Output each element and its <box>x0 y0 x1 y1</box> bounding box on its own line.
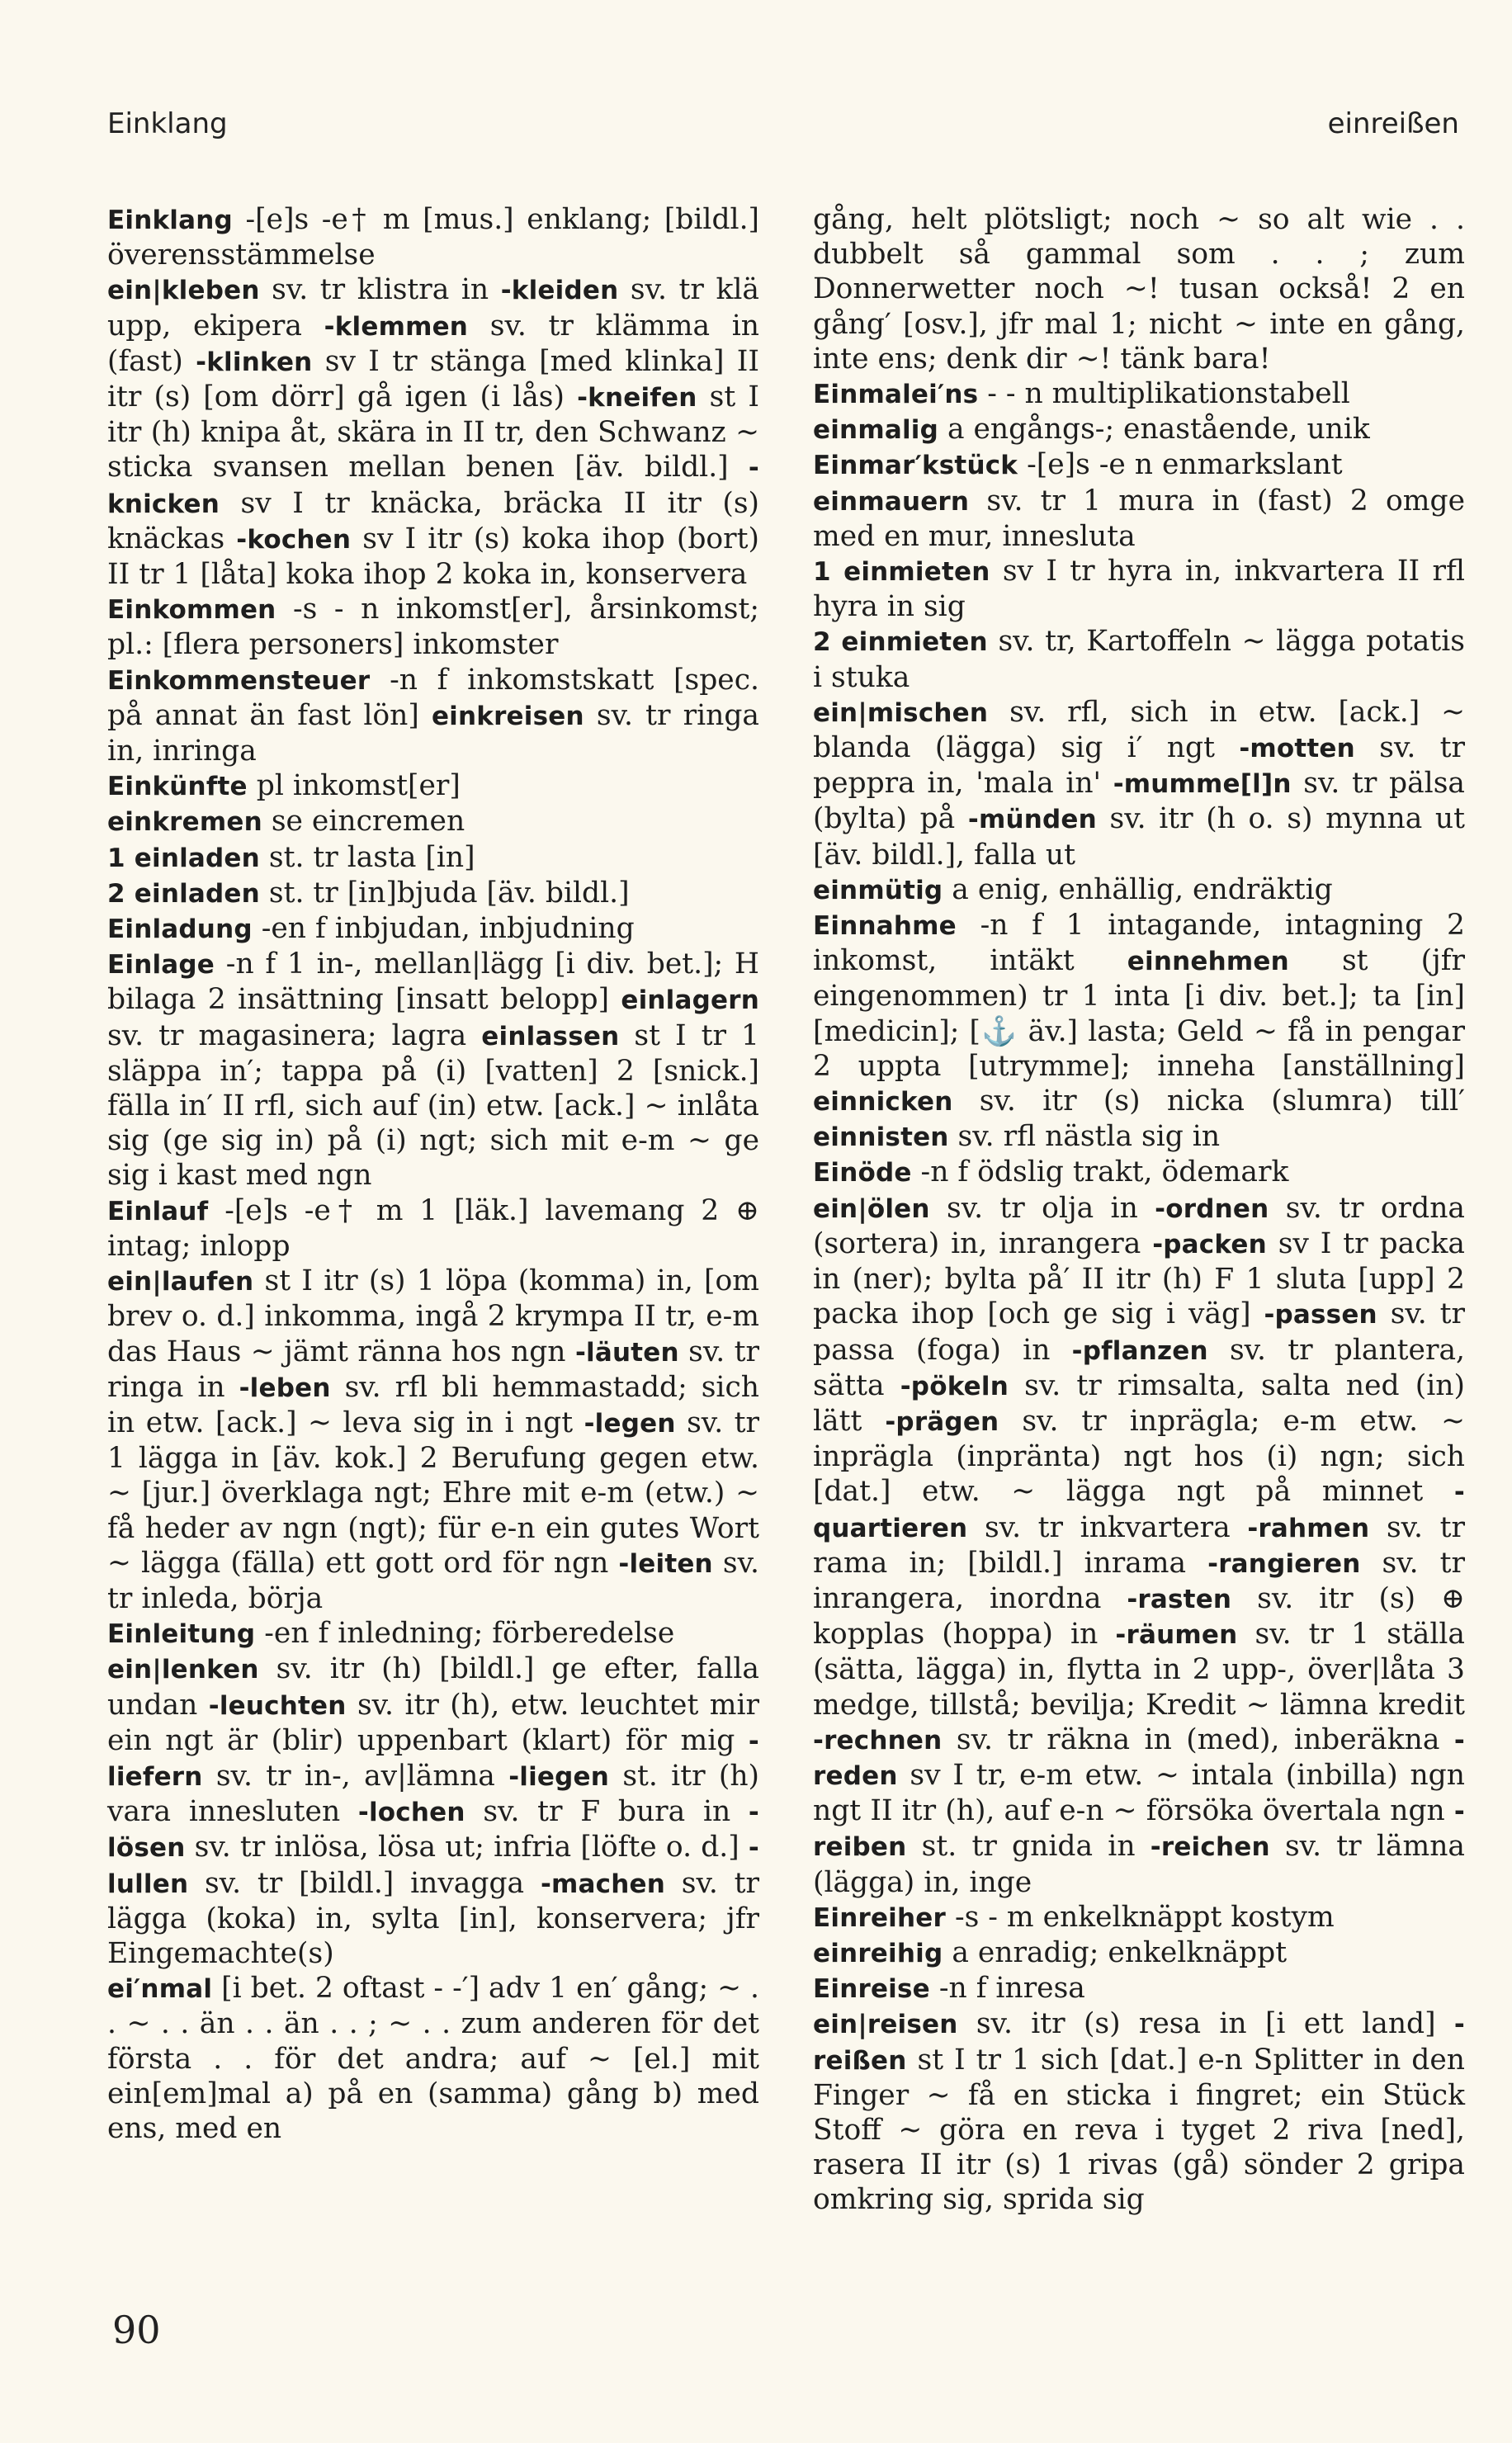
headword: -lösen <box>107 1798 759 1864</box>
entry-text: -s - n inkomst[er], årsinkomst; pl.: [flera personers] inkomster <box>107 593 759 662</box>
headword: einmalig <box>813 415 938 446</box>
entry-text: gång, helt plötsligt; noch ~ so alt wie . . dubbelt så gammal som . . ; zum Donnerwetter noch ~! tusan också! 2 en gång′ [osv.], jfr mal 1; nicht ~ inte en gång, inte ens; denk dir ~! tänk bara! <box>813 203 1465 376</box>
right-column <box>813 202 1465 2218</box>
entry-text: sv I tr hyra in, inkvartera II rfl hyra in sig <box>813 555 1465 624</box>
headword: -leben <box>239 1373 331 1403</box>
entry-text: sv. tr inrangera, inordna <box>813 1546 1465 1615</box>
entry-text: sv I itr (s) koka ihop (bort) II tr 1 [låta] koka ihop 2 koka in, konservera <box>107 522 759 592</box>
dictionary-entry <box>107 663 759 769</box>
headword: 2 einmieten <box>813 627 988 658</box>
entry-text: sv. itr (h o. s) mynna ut [äv. bildl.], falla ut <box>813 802 1465 872</box>
headword: -reden <box>813 1725 1465 1791</box>
headword: -pökeln <box>900 1371 1009 1401</box>
entry-text: sv. tr olja in <box>929 1191 1155 1225</box>
headword: -rahmen <box>1247 1513 1370 1543</box>
dictionary-entry <box>107 911 759 947</box>
entry-text: a enradig; enkelknäppt <box>943 1935 1288 1969</box>
dictionary-entry <box>813 1900 1465 1935</box>
headword: -leiten <box>618 1548 713 1579</box>
entry-text: pl inkomst[er] <box>247 769 461 803</box>
dictionary-entry <box>107 947 759 1193</box>
headword: Einmalei′ns <box>813 380 979 410</box>
entry-text: -en f inbjudan, inbjudning <box>252 912 635 946</box>
entry-text: sv. tr pälsa (bylta) på <box>813 767 1465 836</box>
headword: einkremen <box>107 807 262 838</box>
entry-text: sv. tr in-, av|lämna <box>202 1759 509 1793</box>
headword: -lochen <box>357 1798 465 1828</box>
headword: -rechnen <box>813 1725 943 1755</box>
entry-text: sv. tr klistra in <box>259 273 501 307</box>
entry-text: st I tr 1 släppa in′; tappa på (i) [vatten] 2 [snick.] fälla in′ II rfl, sich auf (in) etw. [ack.] ~ inlåta sig (ge sig in) på (i) ngt; sich mit e-m ~ ge sig i kast med ngn <box>107 1018 759 1193</box>
headword: Einklang <box>107 206 233 235</box>
headword: einlagern <box>621 985 759 1016</box>
headword: Einreise <box>813 1974 930 2005</box>
dictionary-entry <box>107 1264 759 1616</box>
headword: -mumme[l]n <box>1113 769 1292 800</box>
dictionary-entry <box>107 1971 759 2146</box>
headword: Einmar′kstück <box>813 451 1018 481</box>
entry-text: sv. tr, Kartoffeln ~ lägga potatis i stuka <box>813 625 1465 694</box>
dictionary-entry <box>107 804 759 839</box>
dictionary-entry <box>107 876 759 911</box>
headword: Einnahme <box>813 911 957 942</box>
entry-text: sv. tr ringa in, inringa <box>107 698 759 768</box>
dictionary-entry <box>813 695 1465 872</box>
dictionary-entry <box>813 484 1465 554</box>
dictionary-entry <box>813 376 1465 412</box>
headword: -motten <box>1239 734 1355 764</box>
entry-text: sv. tr F bura in <box>465 1795 749 1829</box>
entry-text: -n f 1 in-, mellan|lägg [i div. bet.]; H bilaga 2 insättning [insatt belopp] <box>107 947 759 1017</box>
dictionary-entry <box>813 202 1465 376</box>
headword: 2 einladen <box>107 878 260 909</box>
headword: -knicken <box>107 453 759 519</box>
headword: einlassen <box>481 1021 620 1051</box>
entry-text: sv. tr rama in; [bildl.] inrama <box>813 1510 1466 1580</box>
entry-text: sv. tr 1 mura in (fast) 2 omge med en mur, innesluta <box>813 484 1465 553</box>
entry-text: sv. tr klämma in (fast) <box>107 309 759 378</box>
entry-text: sv. itr (s) resa in [i ett land] <box>957 2007 1454 2041</box>
entry-text: st. tr lasta [in] <box>259 840 475 874</box>
page-number: 90 <box>112 2308 161 2352</box>
entry-text: sv. itr (h) [bildl.] ge efter, falla undan <box>107 1652 759 1722</box>
headword: -liegen <box>508 1761 610 1792</box>
entry-text: sv I tr knäcka, bräcka II itr (s) knäckas <box>107 486 759 555</box>
headword: -legen <box>584 1408 676 1439</box>
dictionary-entry <box>107 1193 759 1264</box>
headword: -reißen <box>813 2010 1465 2076</box>
entry-text: st. tr [in]bjuda [äv. bildl.] <box>259 876 630 910</box>
entry-text: -en f inledning; förberedelse <box>255 1617 675 1651</box>
entry-text: st I itr (h) knipa åt, skära in II tr, den Schwanz ~ sticka svansen mellan benen [äv. bildl.] <box>107 380 759 484</box>
entry-text: sv. tr inlösa, lösa ut; infria [löfte o. d.] <box>185 1831 749 1864</box>
dictionary-entry <box>813 872 1465 908</box>
entry-text: sv. rfl, sich in etw. [ack.] ~ blanda (lägga) sig i′ ngt <box>813 695 1465 765</box>
headword: Einkommensteuer <box>107 665 371 696</box>
entry-text: sv. tr 1 lägga in [äv. kok.] 2 Berufung gegen etw. ~ [jur.] överklaga ngt; Ehre mit e-m (etw.) ~ få heder av ngn (ngt); für e-n ein gutes Wort ~ lägga (fälla) ett gott ord för ngn <box>107 1406 760 1580</box>
entry-text: sv. itr (s) ⊕ kopplas (hoppa) in <box>813 1581 1465 1652</box>
entry-text: sv. tr klä upp, ekipera <box>107 273 759 343</box>
dictionary-entry <box>813 624 1465 694</box>
headword: ei′nmal <box>107 1974 213 2005</box>
entry-text: sv. tr inkvartera <box>967 1510 1248 1544</box>
dictionary-entry <box>813 2006 1465 2217</box>
entry-text: st (jfr eingenommen) tr 1 inta [i div. bet.]; ta [in] [medicin]; [⚓ äv.] lasta; Geld ~ få in pengar 2 uppta [utrymme]; inneha [anställning] <box>813 944 1465 1083</box>
headword: -reiben <box>813 1797 1465 1863</box>
headword: einnisten <box>813 1122 949 1153</box>
headword: -packen <box>1152 1229 1267 1259</box>
entry-text: a enig, enhällig, endräktig <box>943 872 1333 906</box>
entry-text: -[e]s -e n enmarkslant <box>1018 448 1343 482</box>
entry-text: sv. rfl nästla sig in <box>948 1120 1221 1154</box>
entry-text: -n f inkomstskatt [spec. på annat än fast lön] <box>107 663 759 732</box>
headword: -kleiden <box>500 276 619 306</box>
entry-text: st I itr (s) 1 löpa (komma) in, [om brev o. d.] inkomma, ingå 2 krympa II tr, e-m das Haus ~ jämt ränna hos ngn <box>107 1264 759 1368</box>
headword: -läuten <box>574 1337 679 1368</box>
entry-text: sv I tr stänga [med klinka] II itr (s) [om dörr] gå igen (i lås) <box>107 344 759 414</box>
dictionary-entry <box>107 840 759 876</box>
entry-text: se eincremen <box>262 805 465 839</box>
entry-text: -[e]s -e† m 1 [läk.] lavemang 2 ⊕ intag; inlopp <box>107 1193 759 1263</box>
headword: -ordnen <box>1155 1193 1269 1224</box>
left-column <box>107 202 759 2146</box>
headword: Einlauf <box>107 1196 209 1226</box>
headword: Einladung <box>107 914 253 945</box>
headword: -münden <box>967 805 1097 835</box>
headword: 1 einladen <box>107 843 260 873</box>
headword: einnicken <box>813 1087 953 1118</box>
entry-text: -n f ödslig trakt, ödemark <box>911 1155 1289 1189</box>
entry-text: sv. tr lämna (lägga) in, inge <box>813 1830 1465 1899</box>
entry-text: sv. tr [bildl.] invagga <box>188 1866 541 1900</box>
entry-text: sv. tr peppra in, 'mala in' <box>813 731 1465 801</box>
entry-text: st. tr gnida in <box>906 1830 1151 1864</box>
headword: einmauern <box>813 486 970 517</box>
entry-text: sv I tr packa in (ner); bylta på′ II itr (h) F 1 sluta [upp] 2 packa ihop [och ge sig i väg] <box>813 1226 1465 1331</box>
entry-text: sv. tr magasinera; lagra <box>107 1018 482 1052</box>
dictionary-entry <box>107 592 759 662</box>
entry-text: -[e]s -e† m [mus.] enklang; [bildl.] överensstämmelse <box>107 203 759 272</box>
entry-text: st I tr 1 sich [dat.] e-n Splitter in den Finger ~ få en sticka i fingret; ein Stück Stoff ~ göra en reva i tyget 2 riva [ned], rasera II itr (s) 1 rivas (gå) sönder 2 gripa omkring sig, sprida sig <box>813 2043 1465 2217</box>
entry-text: sv. tr lägga (koka) in, sylta [in], konservera; jfr Eingemachte(s) <box>107 1866 760 1970</box>
headword: -rangieren <box>1207 1548 1361 1579</box>
headword: -kochen <box>236 524 352 555</box>
entry-text: - - n multiplikationstabell <box>978 377 1350 411</box>
headword: Einleitung <box>107 1619 256 1650</box>
entry-text: sv. tr ringa in <box>107 1335 760 1404</box>
entry-text: sv. itr (s) nicka (slumra) till′ <box>952 1084 1465 1118</box>
headword: -pflanzen <box>1071 1335 1208 1366</box>
dictionary-entry <box>813 1191 1465 1900</box>
entry-text: sv. itr (h), etw. leuchtet mir ein ngt är (blir) uppenbart (klart) för mig <box>107 1688 759 1757</box>
dictionary-entry <box>813 908 1465 1155</box>
entry-text: -n f 1 intagande, intagning 2 inkomst, intäkt <box>813 909 1465 978</box>
entry-text: -n f inresa <box>929 1972 1085 2006</box>
dictionary-entry <box>813 554 1465 624</box>
headword: ein|lenken <box>107 1655 259 1685</box>
entry-text: sv I tr, e-m etw. ~ intala (inbilla) ngn ngt II itr (h), auf e-n ~ försöka övertala ngn <box>813 1758 1465 1828</box>
headword: einnehmen <box>1127 947 1289 977</box>
headword: -liefern <box>107 1726 759 1792</box>
headword: -reichen <box>1150 1832 1270 1863</box>
entry-text: sv. tr plantera, sätta <box>813 1333 1465 1402</box>
headword: einmütig <box>813 875 943 905</box>
entry-text: st. itr (h) vara innesluten <box>107 1759 760 1829</box>
entry-text: sv. tr ordna (sortera) in, inrangera <box>813 1191 1465 1260</box>
headword: Einlage <box>107 950 215 981</box>
headword: -klemmen <box>324 311 469 342</box>
headword: -rasten <box>1127 1584 1232 1614</box>
headword: -räumen <box>1115 1620 1238 1651</box>
headword: Einöde <box>813 1158 912 1188</box>
entry-text: sv. tr passa (foga) in <box>813 1297 1466 1367</box>
headword: ein|ölen <box>813 1193 930 1224</box>
dictionary-entry <box>813 1935 1465 1971</box>
headword: -leuchten <box>208 1690 347 1721</box>
headword: ein|kleben <box>107 276 260 306</box>
dictionary-entry <box>107 1652 759 1971</box>
headword: ein|reisen <box>813 2010 958 2040</box>
headword: -klinken <box>196 347 313 377</box>
headword: -passen <box>1264 1300 1377 1330</box>
dictionary-entry <box>107 202 759 272</box>
headword: ein|laufen <box>107 1267 254 1297</box>
dictionary-entry <box>813 447 1465 483</box>
headword: 1 einmieten <box>813 557 990 588</box>
entry-text: sv. tr räkna in (med), inberäkna <box>942 1722 1454 1756</box>
headword: -machen <box>540 1869 665 1899</box>
entry-text: sv. rfl bli hemmastadd; sich in etw. [ack.] ~ leva sig in i ngt <box>107 1370 759 1439</box>
entry-text: sv. tr rimsalta, salta ned (in) lätt <box>813 1368 1465 1438</box>
dictionary-entry <box>107 1616 759 1652</box>
headword: -quartieren <box>813 1477 1465 1543</box>
entry-text: sv. tr inleda, börja <box>107 1546 759 1615</box>
headword: ein|mischen <box>813 697 989 728</box>
headword: -prägen <box>885 1406 999 1437</box>
headword: Einkünfte <box>107 772 248 802</box>
dictionary-entry <box>813 1155 1465 1190</box>
running-head-left: Einklang <box>107 107 228 140</box>
running-head-right: einreißen <box>1327 107 1459 140</box>
dictionary-entry <box>107 272 759 592</box>
headword: einkreisen <box>431 701 584 731</box>
headword: Einreiher <box>813 1902 946 1933</box>
entry-text: sv. tr inprägla; e-m etw. ~ inprägla (inpränta) ngt hos (i) ngn; sich [dat.] etw. ~ lägga ngt på minnet <box>813 1404 1465 1509</box>
headword: einreihig <box>813 1938 943 1968</box>
entry-text: [i bet. 2 oftast - -′] adv 1 en′ gång; ~ . . ~ . . än . . än . . ; ~ . . zum anderen för det första . . för det andra; auf ~ [el.] mit ein[em]mal a) på en (samma) gång b) med ens, med en <box>107 1972 759 2145</box>
entry-text: -s - m enkelknäppt kostym <box>946 1900 1335 1934</box>
dictionary-entry <box>107 768 759 804</box>
dictionary-entry <box>813 1971 1465 2006</box>
entry-text: sv. tr 1 ställa (sätta, lägga) in, flytta in 2 upp-, över|låta 3 medge, tillstå; bevilja; Kredit ~ lämna kredit <box>813 1618 1465 1722</box>
headword: -lullen <box>107 1833 759 1899</box>
headword: -kneifen <box>577 383 697 413</box>
dictionary-entry <box>813 412 1465 447</box>
headword: Einkommen <box>107 595 276 626</box>
entry-text: a engångs-; enastående, unik <box>938 413 1370 447</box>
